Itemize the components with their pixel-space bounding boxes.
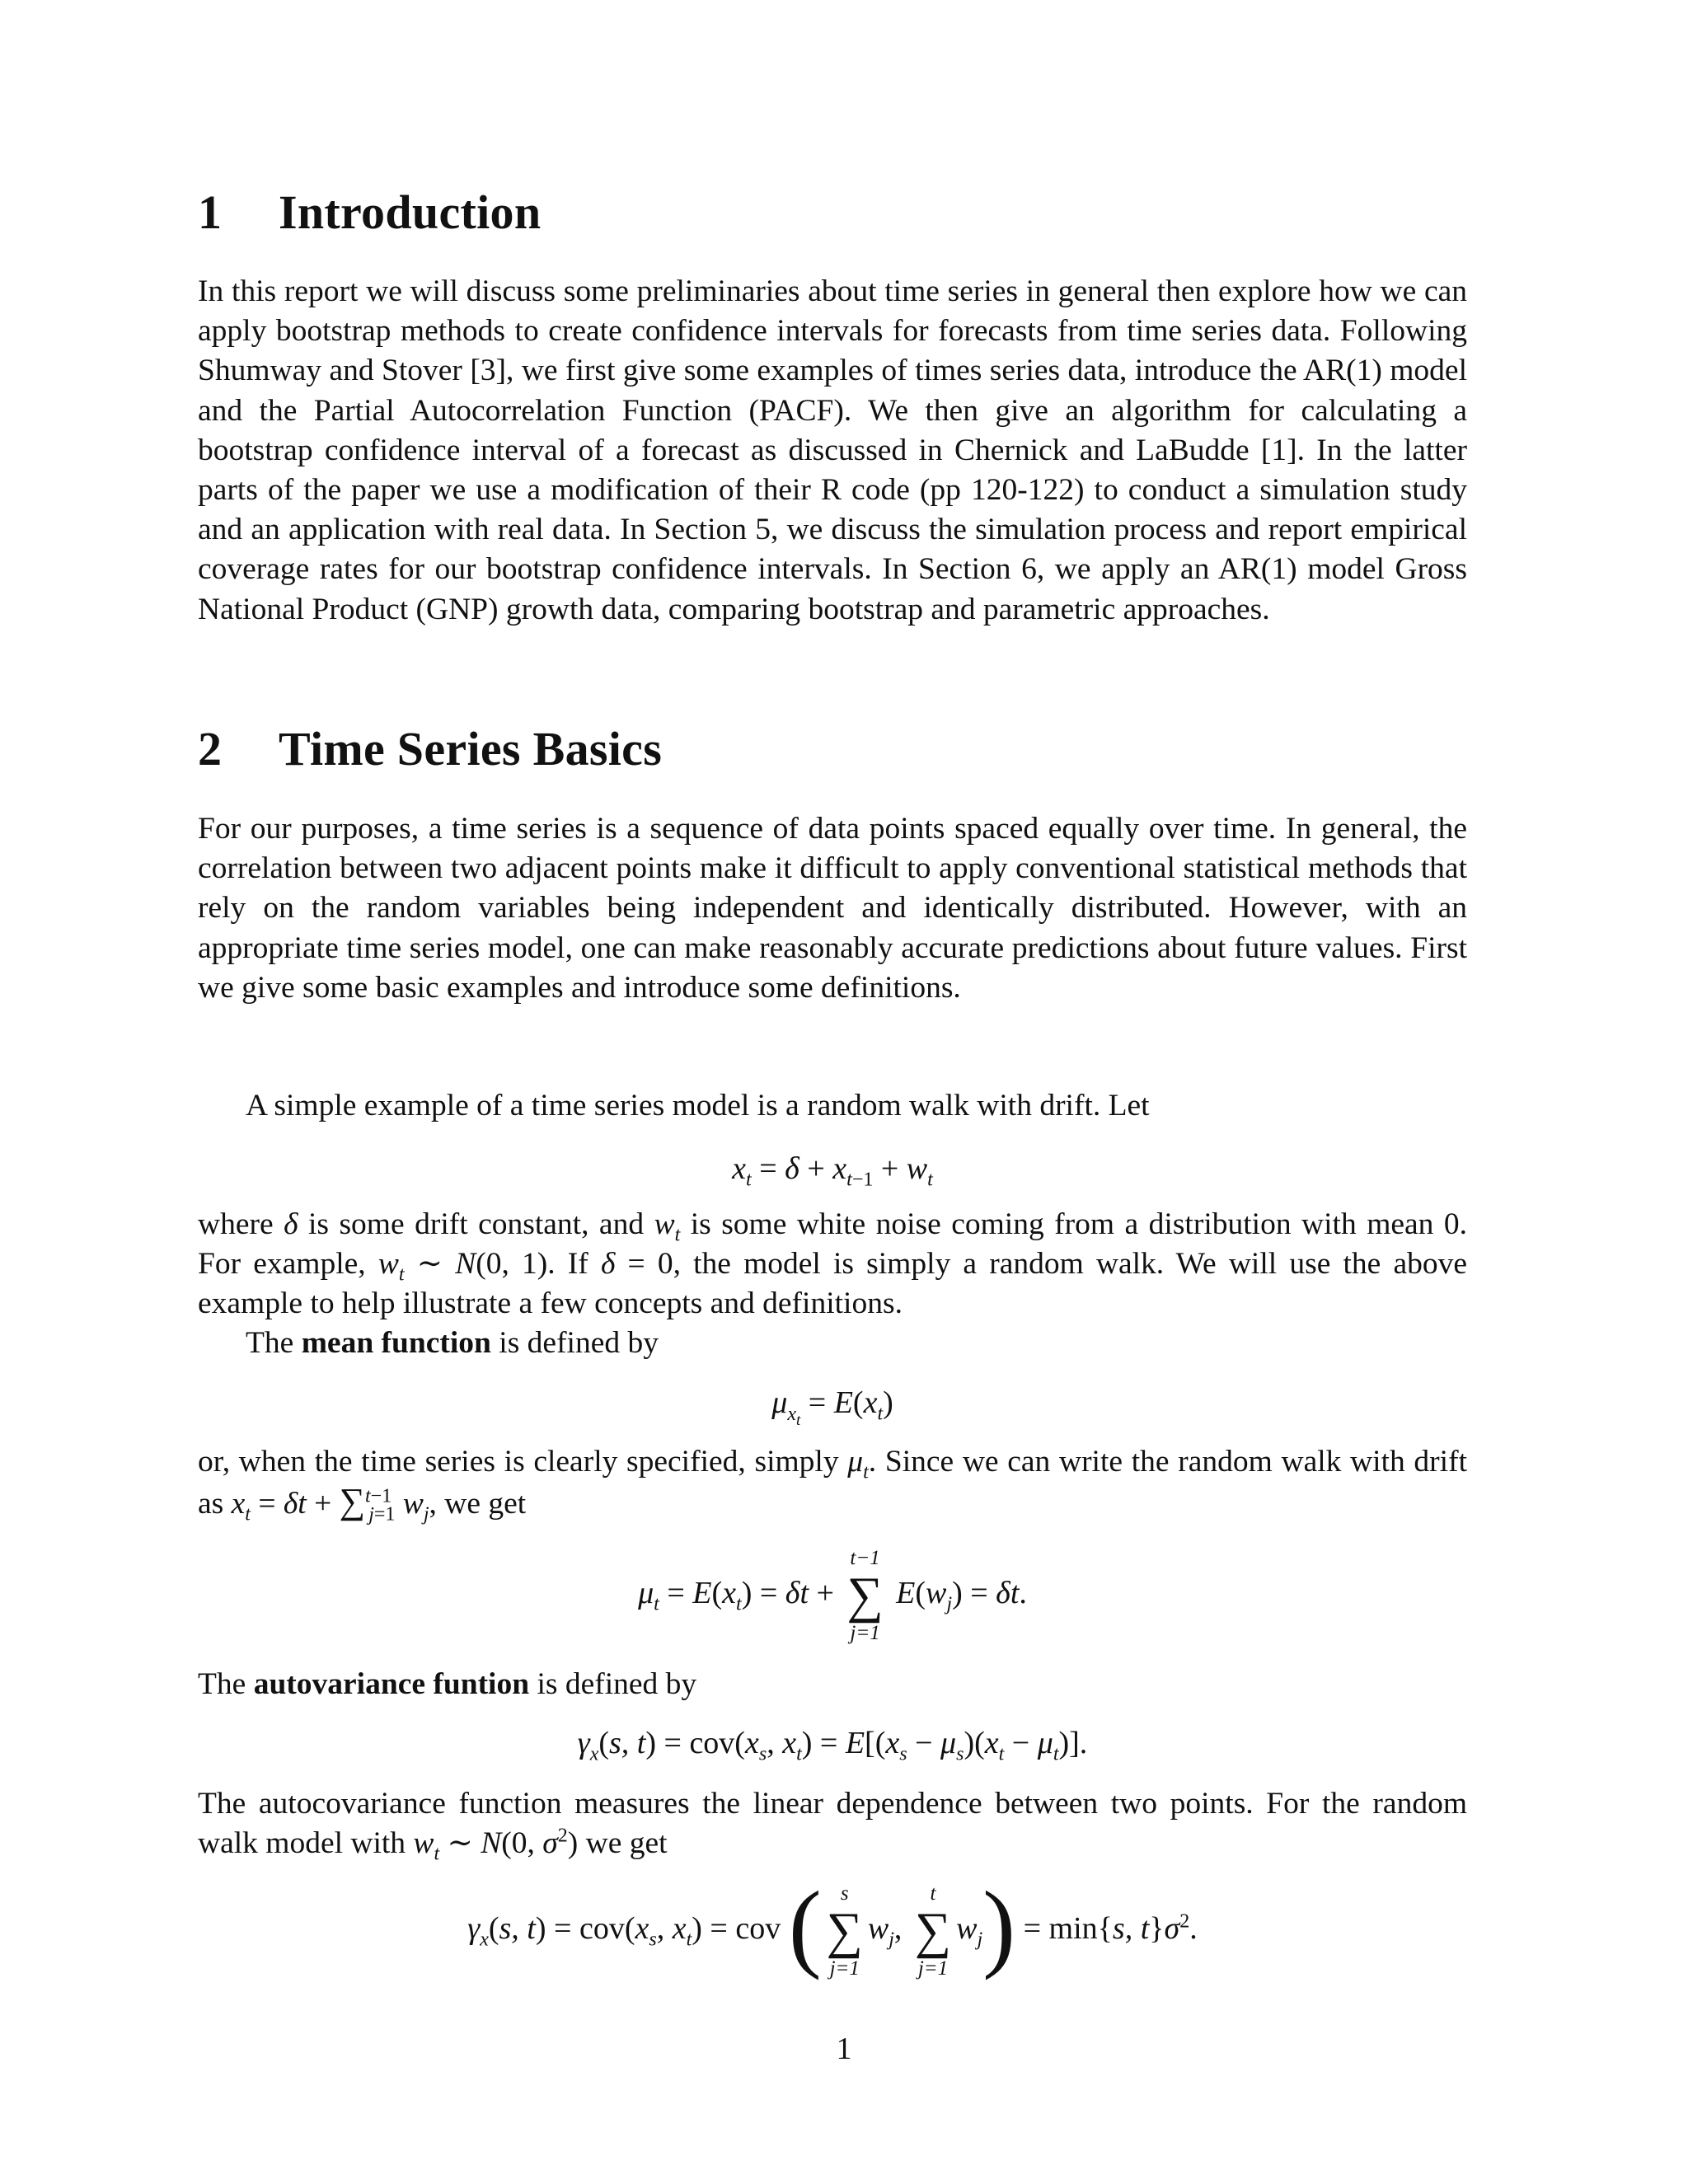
autocovariance-text: The autocovariance function measures the linear dependence between two points. For the random walk model with $w_t$ ∼ N(0, $\sigma^2$) we get [198,1787,1467,1865]
summation: s ∑ j=1 [826,1882,863,1980]
autocovariance-definition: The autovariance funtion is defined by [198,1667,697,1701]
page-number: 1 [836,2032,852,2066]
random-walk-autocovariance-equation: $\gamma_x(s$, $t) = cov(x_s$, $x_t$) = cov ( s ∑ j=1 $w_j$, t ∑ j=1 $w_j) = \min\{s$, $t\}\sigma^2$. [467,1871,1198,1981]
mean-function-definition: The mean function is defined by [246,1326,659,1360]
section-title: Introduction [279,185,542,239]
drift-explanation: where δ is some drift constant, and $w_t$ is some white noise coming from a distribution with mean 0. For example, $w_t$ ∼ N(0, 1). If δ = 0, the model is simply a random walk. We will use the above example to help illustrate a few concepts and definitions. [198,1207,1467,1321]
summation: t ∑ j=1 [914,1882,952,1980]
section-1-heading [198,184,541,241]
introduction-paragraph: In this report we will discuss some preliminaries about time series in general then explore how we can apply bootstrap methods to create confidence intervals for forecasts from time series data. Following Shumway and Stover [3], we first give some examples of times series data, introduce the AR(1) model and the Partial Autocorrelation Function (PACF). We then give an algorithm for calculating a bootstrap confidence interval of a forecast as discussed in Chernick and LaBudde [1]. In the latter parts of the paper we use a modification of their R code (pp 120-122) to conduct a simulation study and an application with real data. In Section 5, we discuss the simulation process and report empirical coverage rates for our bootstrap confidence intervals. In Section 6, we apply an AR(1) model Gross National Product (GNP) growth data, comparing bootstrap and parametric approaches. [198,274,1467,626]
section-number: 2 [198,722,223,776]
section-2-heading [198,720,662,778]
mean-function-term: mean function [301,1326,491,1360]
time-series-paragraph: For our purposes, a time series is a sequence of data points spaced equally over time. In general, the correlation between two adjacent points make it difficult to apply conventional statistical methods that rely on the random variables being independent and identically distributed. However, with an appropriate time series model, one can make reasonably accurate predictions about future values. First we give some basic examples and introduce some definitions. [198,812,1467,1005]
random-walk-intro: A simple example of a time series model is a random walk with drift. Let [246,1089,1150,1122]
summation: t−1 ∑ j=1 [846,1547,884,1645]
autocovariance-equation: $\gamma_x(s$, $t) = cov(x_s$, $x_t) = E[(x_s - \mu_s)(x_t - \mu_t)]$. [577,1726,1088,1765]
section-title: Time Series Basics [279,722,663,776]
mean-derivation-equation: $\mu_t = E(x_t) = \delta t$ + t−1 ∑ j=1 $E(w_j) = \delta t$. [638,1547,1027,1645]
mean-function-equation: $\mu_{x_t} = E(x_t)$ [771,1385,893,1429]
random-walk-equation: $x_t = \delta + x_{t-1} + w_t$ [732,1151,933,1191]
section-number: 1 [198,185,223,239]
autocovariance-term: autovariance funtion [253,1667,530,1701]
mean-function-text: or, when the time series is clearly specified, simply $\mu_t$. Since we can write the random walk with drift as $x_t = \delta t + \sum^{t-1}_{j=1}$ $w_j$, we get [198,1445,1467,1526]
